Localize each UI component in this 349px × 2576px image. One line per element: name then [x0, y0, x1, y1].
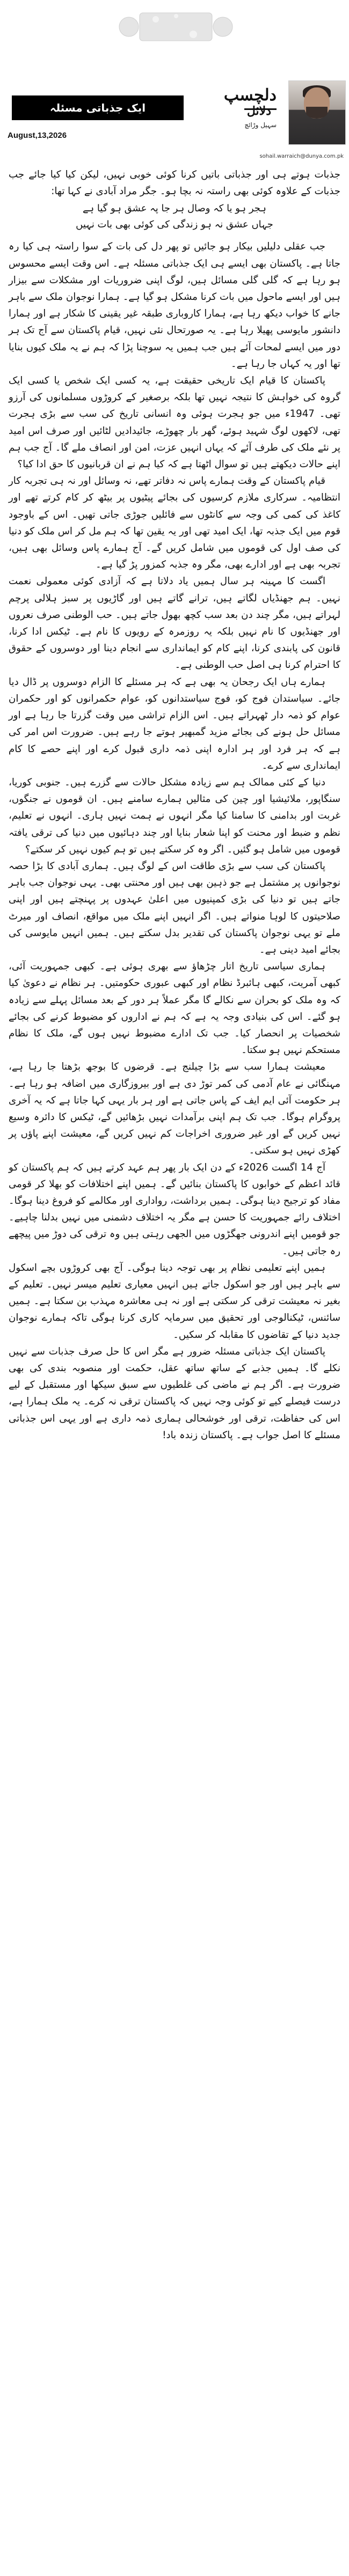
body-paragraph: ہماری سیاسی تاریخ اتار چڑھاؤ سے بھری ہوئی ہے۔ کبھی جمہوریت آئی، کبھی آمریت، کبھی ہائبرڈ نظام اور کبھی عبوری حکومتیں۔ ہر نظام نے دعویٰ کیا کہ وہ ملک کو بحران سے نکالے گا مگر عملاً ہر دور کے بعد مسائل پہلے سے زیادہ ہو گئے۔ اس کی بنیادی وجہ یہ ہے کہ ہم نے اداروں کو مضبوط کرنے کی بجائے شخصیات پر انحصار کیا۔ جب تک ادارے مضبوط نہیں ہوں گے، ملک کا نظام مستحکم نہیں ہو سکتا۔ [9, 961, 340, 1056]
author-email: sohail.warraich@dunya.com.pk [259, 153, 344, 159]
body-paragraph: پاکستان کی سب سے بڑی طاقت اس کے لوگ ہیں۔ ہماری آبادی کا بڑا حصہ نوجوانوں پر مشتمل ہے جو ذہین بھی ہیں اور محنتی بھی۔ یہی نوجوان جب باہر جاتے ہیں تو دنیا کی بڑی کمپنیوں میں اعلیٰ عہدوں پر پہنچتے ہیں اور اپنی صلاحیتوں کا لوہا منواتے ہیں۔ اگر انہیں اپنے ملک میں مواقع، انصاف اور میرٹ ملے تو یہی نوجوان پاکستان کی تقدیر بدل سکتے ہیں۔ ہمیں انہیں مایوسی کی بجائے امید دینی ہے۔ [9, 860, 340, 955]
body-paragraph: قیام پاکستان کے وقت ہمارے پاس نہ دفاتر تھے، نہ وسائل اور نہ ہی تجربہ کار انتظامیہ۔ سرکاری ملازم کرسیوں کی بجائے پیٹیوں پر بیٹھ کر کام کرتے تھے اور کاغذ کی کمی کی وجہ سے کانٹوں سے فائلیں جوڑی جاتی تھیں۔ اس کے باوجود قوم میں ایک جذبہ تھا، ایک امید تھی اور یہ یقین تھا کہ ہم مل کر اس ملک کو دنیا کی صف اول کی قوموں میں شامل کریں گے۔ آج ہمارے پاس وسائل بھی ہیں، تجربہ بھی ہے اور ادارے بھی، مگر وہ جذبہ کمزور پڑ گیا ہے۔ [9, 475, 340, 571]
column-header [0, 0, 349, 161]
body-paragraph: دنیا کے کئی ممالک ہم سے زیادہ مشکل حالات سے گزرے ہیں۔ جنوبی کوریا، سنگاپور، ملائیشیا اور چین کی مثالیں ہمارے سامنے ہیں۔ ان قوموں نے جنگوں، غربت اور بدامنی کا سامنا کیا مگر انہوں نے ہمت نہیں ہاری۔ انہوں نے تعلیم، نظم و ضبط اور محنت کو اپنا شعار بنایا اور چند دہائیوں میں دنیا کی ترقی یافتہ قوموں میں شامل ہو گئیں۔ اگر وہ کر سکتے ہیں تو ہم کیوں نہیں کر سکتے؟ [9, 776, 340, 855]
column-title: ایک جذباتی مسئلہ [49, 101, 146, 114]
newspaper-logo [113, 3, 239, 50]
verse-line: جہاں عشق نہ ہو زندگی کی کوئی بھی بات نہیں [76, 219, 273, 231]
column-body [9, 166, 340, 1444]
column-name-mark [188, 86, 277, 129]
verse-line: ہجر ہو یا کہ وصال ہر جا پہ عشق ہو گیا ہے [83, 203, 266, 215]
body-paragraph: آج 14 اگست 2026ء کے دن ایک بار پھر ہم عہد کرتے ہیں کہ ہم پاکستان کو قائد اعظم کے خوابوں کا پاکستان بنائیں گے۔ ہمیں اپنے اختلافات کو بھلا کر قومی مفاد کو ترجیح دینا ہوگی۔ ہمیں برداشت، رواداری اور مکالمے کو فروغ دینا ہوگا۔ اختلاف رائے جمہوریت کا حسن ہے مگر یہ اختلاف دشمنی میں نہیں بدلنا چاہیے۔ جو قومیں اپنے اندرونی جھگڑوں میں الجھی رہتی ہیں وہ ترقی کی دوڑ میں پیچھے رہ جاتی ہیں۔ [9, 1161, 340, 1257]
verse-block [9, 201, 340, 233]
body-paragraph: اگست کا مہینہ ہر سال ہمیں یاد دلاتا ہے کہ آزادی کوئی معمولی نعمت نہیں۔ ہم جھنڈیاں لگاتے ہیں، ترانے گاتے ہیں اور گاڑیوں پر سبز ہلالی پرچم لہراتے ہیں، مگر چند دن بعد سب کچھ بھول جاتے ہیں۔ حب الوطنی صرف نعروں اور جھنڈیوں کا نام نہیں بلکہ یہ روزمرہ کے رویوں کا نام ہے۔ ٹیکس ادا کرنا، قانون کی پابندی کرنا، اپنے کام کو ایمانداری سے انجام دینا اور دوسروں کے حقوق کا احترام کرنا ہی اصل حب الوطنی ہے۔ [9, 576, 340, 671]
body-paragraph: معیشت ہمارا سب سے بڑا چیلنج ہے۔ قرضوں کا بوجھ بڑھتا جا رہا ہے، مہنگائی نے عام آدمی کی کمر توڑ دی ہے اور بیروزگاری میں اضافہ ہو رہا ہے۔ ہر حکومت آئی ایم ایف کے پاس جاتی ہے اور ہر بار یہی کہا جاتا ہے کہ یہ آخری پروگرام ہوگا۔ جب تک ہم اپنی برآمدات نہیں بڑھائیں گے، ٹیکس کا دائرہ وسیع نہیں کریں گے اور غیر ضروری اخراجات کم نہیں کریں گے، معیشت اپنے پاؤں پر کھڑی نہیں ہو سکتی۔ [9, 1061, 340, 1157]
publish-date: August,13,2026 [8, 131, 67, 140]
author-photo [288, 80, 346, 145]
column-label-line1: دلچسپ [223, 86, 277, 105]
body-paragraph: پاکستان ایک جذباتی مسئلہ ضرور ہے مگر اس کا حل صرف جذبات سے نہیں نکلے گا۔ ہمیں جذبے کے ساتھ ساتھ عقل، حکمت اور منصوبہ بندی کی بھی ضرورت ہے۔ اگر ہم نے ماضی کی غلطیوں سے سبق سیکھا اور مستقبل کے لیے درست فیصلے کیے تو کوئی وجہ نہیں کہ پاکستان ترقی نہ کرے۔ یہ ملک ہمارا ہے، اس کی حفاظت، ترقی اور خوشحالی ہماری ذمہ داری ہے اور یہی اس جذباتی مسئلے کا اصل جواب ہے۔ پاکستان زندہ باد! [9, 1345, 340, 1441]
intro-paragraph: جذبات ہوتے ہی اور جذباتی باتیں کرنا کوئی خوبی نہیں، لیکن کیا کیا جائے جب جذبات کے علاوہ کوئی بھی راستہ نہ بچا ہو۔ جگر مراد آبادی نے کہا تھا: [9, 169, 340, 197]
body-paragraph: جب عقلی دلیلیں بیکار ہو جائیں تو پھر دل کی بات کے سوا راستہ ہی کیا رہ جاتا ہے۔ پاکستان بھی ایسے ہی ایک جذباتی مسئلہ ہے۔ اس وقت ایسے محسوس ہو رہا ہے کہ گلی گلی مسائل ہیں، لوگ اپنی ضروریات اور مشکلات سے بیزار ہیں اور ایسے ماحول میں بات کرنا مشکل ہو گیا ہے۔ ہمارا نوجوان ملک سے باہر جانے کا خواب دیکھ رہا ہے، ہمارا کاروباری طبقہ غیر یقینی کا شکار ہے اور ہمارا دانشور مایوسی پھیلا رہا ہے۔ یہ صورتحال نئی نہیں، قیام پاکستان سے آج تک ہر دور میں ایسے لمحات آئے ہیں جب ہمیں یہ سوچنا پڑا کہ ہم نے یہ ملک کیوں بنایا تھا اور یہ کہاں جا رہا ہے۔ [9, 241, 340, 370]
body-paragraph: ہمارے ہاں ایک رجحان یہ بھی ہے کہ ہر مسئلے کا الزام دوسروں پر ڈال دیا جائے۔ سیاستدان فوج کو، فوج سیاستدانوں کو، عوام حکمرانوں کو اور حکمران عوام کو ذمہ دار ٹھہراتے ہیں۔ اس الزام تراشی میں وقت گزرتا جا رہا ہے اور مسائل حل ہونے کی بجائے مزید گمبھیر ہوتے جا رہے ہیں۔ ضرورت اس امر کی ہے کہ ہر فرد اور ہر ادارہ اپنی ذمہ داری قبول کرے اور اپنے حصے کا کام ایمانداری سے کرے۔ [9, 676, 340, 771]
column-label-line2: دلائل [246, 104, 271, 118]
title-bar [12, 95, 184, 120]
logo-icon [113, 3, 239, 50]
body-paragraph: ہمیں اپنے تعلیمی نظام پر بھی توجہ دینا ہوگی۔ آج بھی کروڑوں بچے اسکول سے باہر ہیں اور جو اسکول جاتے ہیں انہیں معیاری تعلیم میسر نہیں۔ تعلیم کے بغیر نہ معیشت ترقی کر سکتی ہے اور نہ ہی معاشرہ مہذب بن سکتا ہے۔ ہمیں سائنس، ٹیکنالوجی اور تحقیق میں سرمایہ کاری کرنا ہوگی تاکہ ہمارے نوجوان جدید دنیا کے تقاضوں کا مقابلہ کر سکیں۔ [9, 1262, 340, 1341]
author-signature: سہیل وڑائچ [244, 121, 277, 129]
body-paragraph: پاکستان کا قیام ایک تاریخی حقیقت ہے، یہ کسی ایک شخص یا کسی ایک گروہ کی خواہش کا نتیجہ نہیں تھا بلکہ برصغیر کے کروڑوں مسلمانوں کی آرزو تھی۔ 1947ء میں جو ہجرت ہوئی وہ انسانی تاریخ کی سب سے بڑی ہجرت تھی، لاکھوں لوگ شہید ہوئے، گھر بار چھوڑے، جائیدادیں لٹائیں اور صرف اس امید پر نئے ملک کی طرف آئے کہ یہاں انہیں عزت، امن اور انصاف ملے گا۔ آج جب ہم اپنے حالات دیکھتے ہیں تو سوال اٹھتا ہے کہ کیا ہم نے ان قربانیوں کا حق ادا کیا؟ [9, 375, 340, 470]
